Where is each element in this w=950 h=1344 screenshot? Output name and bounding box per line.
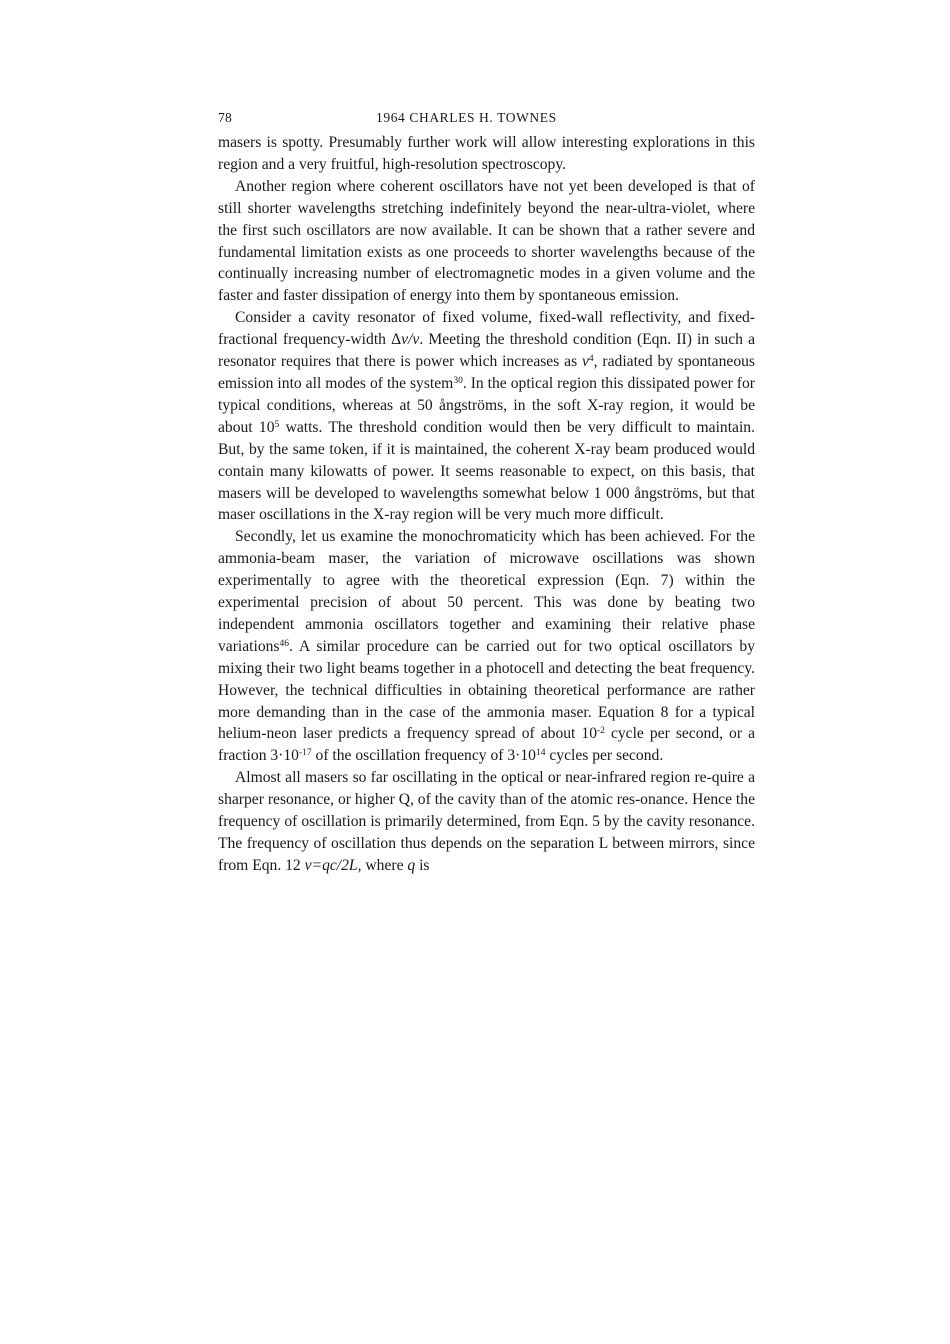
- page-number: 78: [218, 110, 233, 125]
- text-segment: watts. The threshold condition would then be very difficult to maintain. But, by the same token, if it is maintained, the coherent X-ray beam produced would contain many kilowatts of power. It seems reasonable to expect, on this basis, that masers will be developed to wavelengths somewhat below 1 000 ångströms, but that maser oscillations in the X-ray region will be very much more difficult.: [218, 418, 755, 524]
- paragraph-1: [218, 132, 755, 176]
- text-segment: Consider a cavity resonator of fixed volume, fixed-wall reflectivity, and fixed-fractional frequency-width Δ: [218, 309, 755, 349]
- superscript: -17: [298, 748, 312, 759]
- math-expression: ,: [593, 353, 598, 371]
- text-segment: Secondly, let us examine the monochromaticity which has been achieved. For the ammonia-beam maser, the variation of microwave oscillations was shown experimentally to agree with the theoretical expression (Eqn. 7) within the experimental precision of about 50 percent. This was done by beating two independent ammonia oscillators together and examining their relative phase variations: [218, 528, 755, 655]
- paragraph-3: [218, 307, 755, 526]
- text-segment: radiated by spontaneous emission into all modes of the system: [218, 353, 755, 392]
- math-expression: q: [407, 856, 416, 874]
- body-text: [218, 132, 755, 877]
- running-header: [218, 110, 755, 132]
- superscript: -2: [597, 726, 605, 737]
- citation-ref: 30: [453, 375, 463, 386]
- paragraph-4: [218, 526, 755, 767]
- text-segment: is: [415, 856, 430, 874]
- math-expression: ν: [581, 353, 589, 371]
- text-segment: . In the optical region this dissipated power for typical conditions, whereas at 50 ångströms, in the soft X-ray region, it would be about 10: [218, 374, 755, 436]
- superscript: 14: [535, 748, 546, 759]
- text-segment: cycles per second.: [545, 747, 664, 765]
- superscript: 5: [274, 419, 280, 430]
- citation-ref: 46: [279, 638, 289, 649]
- superscript: 4: [588, 353, 594, 364]
- header-title: 1964 CHARLES H. TOWNES: [376, 110, 557, 125]
- page: [218, 110, 755, 877]
- math-expression: ν/ν: [401, 331, 420, 349]
- text-segment: where: [361, 856, 408, 874]
- text-segment: . A similar procedure can be carried out for two optical oscillators by mixing their two light beams together in a photocell and detecting the beat frequency. However, the technical difficulties in obtaining theoretical performance are rather more demanding than in the case of the ammonia maser. Equation 8 for a typical helium-neon laser predicts a frequency spread of about 10: [218, 637, 755, 743]
- paragraph-2: [218, 176, 755, 307]
- text-segment: masers is spotty. Presumably further work will allow interesting explorations in this region and a very fruitful, high-resolution spectroscopy.: [218, 134, 755, 173]
- text-segment: Another region where coherent oscillators have not yet been developed is that of still shorter wavelengths stretching indefinitely beyond the near-ultra-violet, where the first such oscillators are now available. It can be shown that a rather severe and fundamental limitation exists as one proceeds to shorter wavelengths because of the continually increasing number of electromagnetic modes in a given volume and the faster and faster dissipation of energy into them by spontaneous emission.: [218, 177, 755, 305]
- math-expression: ν=qc/2L,: [304, 856, 362, 874]
- paragraph-5: [218, 767, 755, 877]
- text-segment: . Meeting the threshold condition (Eqn. II) in such a resonator requires that there is power which increases as: [218, 331, 755, 371]
- text-segment: of the oscillation frequency of 3·10: [311, 747, 536, 765]
- text-segment: Almost all masers so far oscillating in the optical or near-infrared region re-quire a sharper resonance, or higher Q, of the cavity than of the atomic res-onance. Hence the frequency of oscillation is primarily determined, from Eqn. 5 by the cavity resonance. The frequency of oscillation thus depends on the separation L between mirrors, since from Eqn. 12: [218, 769, 755, 874]
- text-segment: cycle per second, or a fraction 3·10: [218, 725, 755, 765]
